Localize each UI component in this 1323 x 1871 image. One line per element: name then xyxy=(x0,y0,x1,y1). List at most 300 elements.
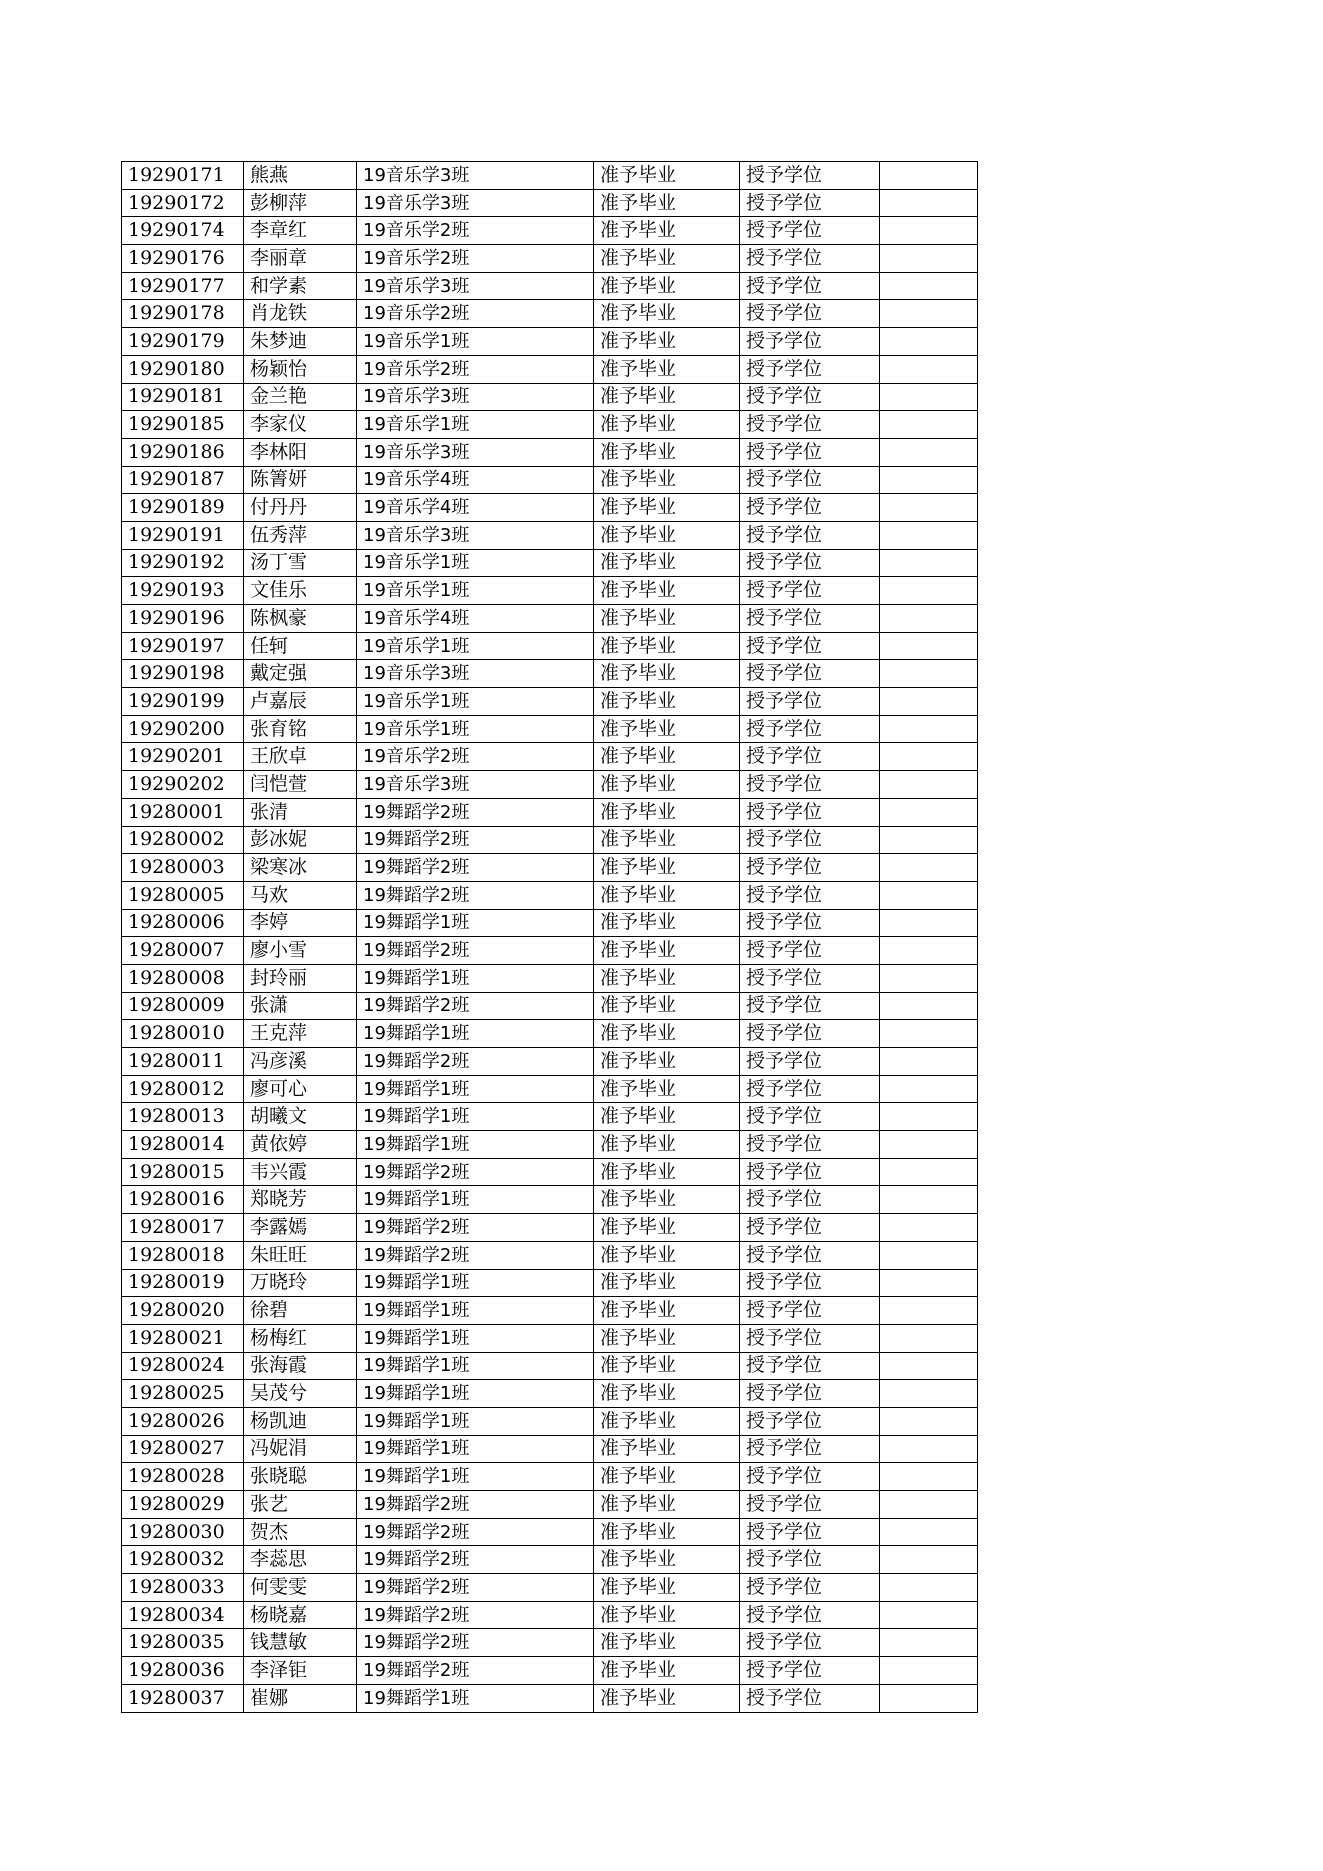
table-row xyxy=(122,521,978,549)
degree-status-cell: 授予学位 xyxy=(740,1518,880,1546)
student-id-cell: 19290201 xyxy=(122,743,244,771)
student-name-cell: 李林阳 xyxy=(244,438,357,466)
student-name-cell: 马欢 xyxy=(244,881,357,909)
student-name-cell: 杨晓嘉 xyxy=(244,1601,357,1629)
remark-cell xyxy=(880,743,978,771)
student-name-cell: 张艺 xyxy=(244,1491,357,1519)
student-name-cell: 彭柳萍 xyxy=(244,189,357,217)
graduation-status-cell: 准予毕业 xyxy=(594,1491,740,1519)
degree-status-cell: 授予学位 xyxy=(740,1380,880,1408)
class-cell: 19音乐学2班 xyxy=(357,355,594,383)
student-id-cell: 19280011 xyxy=(122,1048,244,1076)
student-name-cell: 戴定强 xyxy=(244,660,357,688)
remark-cell xyxy=(880,937,978,965)
degree-status-cell: 授予学位 xyxy=(740,715,880,743)
remark-cell xyxy=(880,1407,978,1435)
graduation-status-cell: 准予毕业 xyxy=(594,1463,740,1491)
degree-status-cell: 授予学位 xyxy=(740,1684,880,1712)
degree-status-cell: 授予学位 xyxy=(740,605,880,633)
student-name-cell: 李家仪 xyxy=(244,411,357,439)
student-id-cell: 19290199 xyxy=(122,688,244,716)
remark-cell xyxy=(880,1657,978,1685)
student-name-cell: 文佳乐 xyxy=(244,577,357,605)
table-row xyxy=(122,272,978,300)
graduation-status-cell: 准予毕业 xyxy=(594,1601,740,1629)
remark-cell xyxy=(880,1075,978,1103)
table-row xyxy=(122,411,978,439)
remark-cell xyxy=(880,1574,978,1602)
degree-status-cell: 授予学位 xyxy=(740,1297,880,1325)
class-cell: 19音乐学4班 xyxy=(357,605,594,633)
degree-status-cell: 授予学位 xyxy=(740,743,880,771)
class-cell: 19音乐学2班 xyxy=(357,245,594,273)
graduation-status-cell: 准予毕业 xyxy=(594,1574,740,1602)
student-name-cell: 崔娜 xyxy=(244,1684,357,1712)
remark-cell xyxy=(880,1186,978,1214)
degree-status-cell: 授予学位 xyxy=(740,826,880,854)
student-id-cell: 19280013 xyxy=(122,1103,244,1131)
class-cell: 19舞蹈学2班 xyxy=(357,1048,594,1076)
student-id-cell: 19280028 xyxy=(122,1463,244,1491)
table-row xyxy=(122,1518,978,1546)
remark-cell xyxy=(880,217,978,245)
class-cell: 19舞蹈学1班 xyxy=(357,1684,594,1712)
student-name-cell: 廖小雪 xyxy=(244,937,357,965)
class-cell: 19舞蹈学1班 xyxy=(357,1352,594,1380)
student-name-cell: 汤丁雪 xyxy=(244,549,357,577)
remark-cell xyxy=(880,909,978,937)
degree-status-cell: 授予学位 xyxy=(740,162,880,190)
class-cell: 19舞蹈学2班 xyxy=(357,1518,594,1546)
remark-cell xyxy=(880,688,978,716)
class-cell: 19舞蹈学2班 xyxy=(357,826,594,854)
remark-cell xyxy=(880,549,978,577)
graduation-status-cell: 准予毕业 xyxy=(594,1103,740,1131)
graduation-status-cell: 准予毕业 xyxy=(594,937,740,965)
graduation-status-cell: 准予毕业 xyxy=(594,245,740,273)
graduation-status-cell: 准予毕业 xyxy=(594,1131,740,1159)
student-id-cell: 19290187 xyxy=(122,466,244,494)
student-name-cell: 金兰艳 xyxy=(244,383,357,411)
degree-status-cell: 授予学位 xyxy=(740,1214,880,1242)
student-name-cell: 梁寒冰 xyxy=(244,854,357,882)
class-cell: 19音乐学1班 xyxy=(357,328,594,356)
student-name-cell: 彭冰妮 xyxy=(244,826,357,854)
student-name-cell: 朱旺旺 xyxy=(244,1241,357,1269)
class-cell: 19音乐学3班 xyxy=(357,162,594,190)
table-row xyxy=(122,1158,978,1186)
degree-status-cell: 授予学位 xyxy=(740,688,880,716)
class-cell: 19音乐学2班 xyxy=(357,217,594,245)
remark-cell xyxy=(880,1380,978,1408)
student-id-cell: 19280017 xyxy=(122,1214,244,1242)
table-row xyxy=(122,1214,978,1242)
table-row xyxy=(122,1657,978,1685)
remark-cell xyxy=(880,1601,978,1629)
degree-status-cell: 授予学位 xyxy=(740,1463,880,1491)
graduation-status-cell: 准予毕业 xyxy=(594,1324,740,1352)
class-cell: 19舞蹈学1班 xyxy=(357,1407,594,1435)
graduation-status-cell: 准予毕业 xyxy=(594,1186,740,1214)
class-cell: 19舞蹈学1班 xyxy=(357,1297,594,1325)
student-name-cell: 伍秀萍 xyxy=(244,521,357,549)
graduation-degree-table xyxy=(121,161,978,1713)
student-id-cell: 19280030 xyxy=(122,1518,244,1546)
graduation-status-cell: 准予毕业 xyxy=(594,771,740,799)
graduation-status-cell: 准予毕业 xyxy=(594,217,740,245)
class-cell: 19舞蹈学1班 xyxy=(357,1103,594,1131)
remark-cell xyxy=(880,272,978,300)
table-row xyxy=(122,466,978,494)
remark-cell xyxy=(880,1020,978,1048)
student-id-cell: 19280020 xyxy=(122,1297,244,1325)
degree-status-cell: 授予学位 xyxy=(740,1601,880,1629)
graduation-status-cell: 准予毕业 xyxy=(594,577,740,605)
student-name-cell: 李章红 xyxy=(244,217,357,245)
table-row xyxy=(122,355,978,383)
remark-cell xyxy=(880,189,978,217)
student-id-cell: 19280033 xyxy=(122,1574,244,1602)
degree-status-cell: 授予学位 xyxy=(740,300,880,328)
table-row xyxy=(122,383,978,411)
remark-cell xyxy=(880,854,978,882)
student-id-cell: 19280034 xyxy=(122,1601,244,1629)
table-row xyxy=(122,992,978,1020)
table-row xyxy=(122,1048,978,1076)
remark-cell xyxy=(880,328,978,356)
table-row xyxy=(122,189,978,217)
table-row xyxy=(122,162,978,190)
student-name-cell: 冯妮涓 xyxy=(244,1435,357,1463)
class-cell: 19舞蹈学1班 xyxy=(357,964,594,992)
remark-cell xyxy=(880,715,978,743)
remark-cell xyxy=(880,1463,978,1491)
graduation-status-cell: 准予毕业 xyxy=(594,1380,740,1408)
graduation-status-cell: 准予毕业 xyxy=(594,1075,740,1103)
degree-status-cell: 授予学位 xyxy=(740,1324,880,1352)
remark-cell xyxy=(880,881,978,909)
remark-cell xyxy=(880,1158,978,1186)
table-row xyxy=(122,937,978,965)
table-row xyxy=(122,1491,978,1519)
graduation-status-cell: 准予毕业 xyxy=(594,854,740,882)
table-row xyxy=(122,300,978,328)
table-row xyxy=(122,1297,978,1325)
student-id-cell: 19280002 xyxy=(122,826,244,854)
table-row xyxy=(122,605,978,633)
degree-status-cell: 授予学位 xyxy=(740,1574,880,1602)
graduation-status-cell: 准予毕业 xyxy=(594,881,740,909)
remark-cell xyxy=(880,1324,978,1352)
table-row xyxy=(122,1269,978,1297)
class-cell: 19音乐学3班 xyxy=(357,189,594,217)
graduation-status-cell: 准予毕业 xyxy=(594,1048,740,1076)
class-cell: 19舞蹈学2班 xyxy=(357,1629,594,1657)
student-name-cell: 张晓聪 xyxy=(244,1463,357,1491)
degree-status-cell: 授予学位 xyxy=(740,494,880,522)
graduation-status-cell: 准予毕业 xyxy=(594,660,740,688)
student-id-cell: 19290174 xyxy=(122,217,244,245)
table-row xyxy=(122,1131,978,1159)
table-row xyxy=(122,1020,978,1048)
table-row xyxy=(122,245,978,273)
student-name-cell: 杨梅红 xyxy=(244,1324,357,1352)
table-row xyxy=(122,854,978,882)
student-name-cell: 廖可心 xyxy=(244,1075,357,1103)
student-name-cell: 李蕊思 xyxy=(244,1546,357,1574)
remark-cell xyxy=(880,1684,978,1712)
class-cell: 19舞蹈学2班 xyxy=(357,937,594,965)
degree-status-cell: 授予学位 xyxy=(740,1241,880,1269)
degree-status-cell: 授予学位 xyxy=(740,1657,880,1685)
graduation-status-cell: 准予毕业 xyxy=(594,549,740,577)
student-id-cell: 19290185 xyxy=(122,411,244,439)
table-row xyxy=(122,1186,978,1214)
student-id-cell: 19280006 xyxy=(122,909,244,937)
student-id-cell: 19290172 xyxy=(122,189,244,217)
remark-cell xyxy=(880,1214,978,1242)
graduation-status-cell: 准予毕业 xyxy=(594,605,740,633)
student-name-cell: 卢嘉辰 xyxy=(244,688,357,716)
class-cell: 19舞蹈学2班 xyxy=(357,1601,594,1629)
table-row xyxy=(122,881,978,909)
degree-status-cell: 授予学位 xyxy=(740,909,880,937)
table-row xyxy=(122,438,978,466)
graduation-status-cell: 准予毕业 xyxy=(594,300,740,328)
remark-cell xyxy=(880,1297,978,1325)
degree-status-cell: 授予学位 xyxy=(740,854,880,882)
graduation-status-cell: 准予毕业 xyxy=(594,909,740,937)
graduation-status-cell: 准予毕业 xyxy=(594,272,740,300)
graduation-status-cell: 准予毕业 xyxy=(594,466,740,494)
table-row xyxy=(122,1684,978,1712)
student-id-cell: 19280029 xyxy=(122,1491,244,1519)
degree-status-cell: 授予学位 xyxy=(740,466,880,494)
graduation-status-cell: 准予毕业 xyxy=(594,632,740,660)
graduation-status-cell: 准予毕业 xyxy=(594,826,740,854)
remark-cell xyxy=(880,1546,978,1574)
student-id-cell: 19280005 xyxy=(122,881,244,909)
graduation-status-cell: 准予毕业 xyxy=(594,355,740,383)
remark-cell xyxy=(880,355,978,383)
graduation-status-cell: 准予毕业 xyxy=(594,494,740,522)
degree-status-cell: 授予学位 xyxy=(740,355,880,383)
graduation-status-cell: 准予毕业 xyxy=(594,1297,740,1325)
student-name-cell: 和学素 xyxy=(244,272,357,300)
degree-status-cell: 授予学位 xyxy=(740,771,880,799)
class-cell: 19音乐学3班 xyxy=(357,521,594,549)
student-id-cell: 19280016 xyxy=(122,1186,244,1214)
class-cell: 19音乐学1班 xyxy=(357,411,594,439)
graduation-status-cell: 准予毕业 xyxy=(594,189,740,217)
student-id-cell: 19290191 xyxy=(122,521,244,549)
remark-cell xyxy=(880,1269,978,1297)
student-id-cell: 19280003 xyxy=(122,854,244,882)
student-id-cell: 19290179 xyxy=(122,328,244,356)
student-id-cell: 19280036 xyxy=(122,1657,244,1685)
class-cell: 19舞蹈学2班 xyxy=(357,1241,594,1269)
student-id-cell: 19280035 xyxy=(122,1629,244,1657)
graduation-status-cell: 准予毕业 xyxy=(594,1518,740,1546)
table-row xyxy=(122,1629,978,1657)
student-id-cell: 19280027 xyxy=(122,1435,244,1463)
remark-cell xyxy=(880,1103,978,1131)
graduation-status-cell: 准予毕业 xyxy=(594,1352,740,1380)
table-row xyxy=(122,577,978,605)
class-cell: 19舞蹈学1班 xyxy=(357,1020,594,1048)
remark-cell xyxy=(880,605,978,633)
table-row xyxy=(122,217,978,245)
student-name-cell: 万晓玲 xyxy=(244,1269,357,1297)
graduation-status-cell: 准予毕业 xyxy=(594,383,740,411)
table-row xyxy=(122,688,978,716)
table-row xyxy=(122,826,978,854)
remark-cell xyxy=(880,466,978,494)
class-cell: 19舞蹈学1班 xyxy=(357,1435,594,1463)
student-id-cell: 19290200 xyxy=(122,715,244,743)
remark-cell xyxy=(880,383,978,411)
table-row xyxy=(122,1463,978,1491)
student-name-cell: 王欣卓 xyxy=(244,743,357,771)
student-name-cell: 韦兴霞 xyxy=(244,1158,357,1186)
table-row xyxy=(122,909,978,937)
class-cell: 19舞蹈学1班 xyxy=(357,1131,594,1159)
table-row xyxy=(122,1574,978,1602)
student-id-cell: 19280008 xyxy=(122,964,244,992)
class-cell: 19音乐学1班 xyxy=(357,688,594,716)
student-name-cell: 李婷 xyxy=(244,909,357,937)
student-name-cell: 陈箐妍 xyxy=(244,466,357,494)
degree-status-cell: 授予学位 xyxy=(740,217,880,245)
remark-cell xyxy=(880,1352,978,1380)
degree-status-cell: 授予学位 xyxy=(740,1629,880,1657)
student-id-cell: 19290193 xyxy=(122,577,244,605)
student-name-cell: 封玲丽 xyxy=(244,964,357,992)
degree-status-cell: 授予学位 xyxy=(740,660,880,688)
degree-status-cell: 授予学位 xyxy=(740,1491,880,1519)
student-id-cell: 19280025 xyxy=(122,1380,244,1408)
class-cell: 19舞蹈学2班 xyxy=(357,1574,594,1602)
remark-cell xyxy=(880,771,978,799)
table-row xyxy=(122,1241,978,1269)
student-name-cell: 王克萍 xyxy=(244,1020,357,1048)
table-row xyxy=(122,1324,978,1352)
student-name-cell: 钱慧敏 xyxy=(244,1629,357,1657)
student-id-cell: 19280032 xyxy=(122,1546,244,1574)
student-id-cell: 19290197 xyxy=(122,632,244,660)
degree-status-cell: 授予学位 xyxy=(740,1186,880,1214)
remark-cell xyxy=(880,1435,978,1463)
graduation-status-cell: 准予毕业 xyxy=(594,798,740,826)
student-id-cell: 19290171 xyxy=(122,162,244,190)
class-cell: 19舞蹈学2班 xyxy=(357,1657,594,1685)
student-id-cell: 19290181 xyxy=(122,383,244,411)
class-cell: 19舞蹈学2班 xyxy=(357,1158,594,1186)
degree-status-cell: 授予学位 xyxy=(740,1546,880,1574)
class-cell: 19舞蹈学1班 xyxy=(357,1324,594,1352)
degree-status-cell: 授予学位 xyxy=(740,964,880,992)
class-cell: 19音乐学3班 xyxy=(357,383,594,411)
remark-cell xyxy=(880,1048,978,1076)
class-cell: 19舞蹈学2班 xyxy=(357,1546,594,1574)
remark-cell xyxy=(880,660,978,688)
student-id-cell: 19290180 xyxy=(122,355,244,383)
degree-status-cell: 授予学位 xyxy=(740,438,880,466)
degree-status-cell: 授予学位 xyxy=(740,1407,880,1435)
table-body xyxy=(122,162,978,1713)
class-cell: 19舞蹈学1班 xyxy=(357,1186,594,1214)
degree-status-cell: 授予学位 xyxy=(740,245,880,273)
graduation-status-cell: 准予毕业 xyxy=(594,162,740,190)
student-name-cell: 闫恺萱 xyxy=(244,771,357,799)
student-id-cell: 19290178 xyxy=(122,300,244,328)
student-id-cell: 19290189 xyxy=(122,494,244,522)
graduation-status-cell: 准予毕业 xyxy=(594,1546,740,1574)
degree-status-cell: 授予学位 xyxy=(740,521,880,549)
class-cell: 19舞蹈学1班 xyxy=(357,1269,594,1297)
table-row xyxy=(122,1407,978,1435)
remark-cell xyxy=(880,826,978,854)
remark-cell xyxy=(880,964,978,992)
graduation-status-cell: 准予毕业 xyxy=(594,715,740,743)
graduation-status-cell: 准予毕业 xyxy=(594,521,740,549)
student-name-cell: 徐碧 xyxy=(244,1297,357,1325)
graduation-status-cell: 准予毕业 xyxy=(594,1629,740,1657)
remark-cell xyxy=(880,494,978,522)
degree-status-cell: 授予学位 xyxy=(740,1158,880,1186)
class-cell: 19音乐学3班 xyxy=(357,660,594,688)
student-name-cell: 郑晓芳 xyxy=(244,1186,357,1214)
class-cell: 19舞蹈学2班 xyxy=(357,992,594,1020)
class-cell: 19音乐学3班 xyxy=(357,771,594,799)
graduation-status-cell: 准予毕业 xyxy=(594,688,740,716)
remark-cell xyxy=(880,1131,978,1159)
table-row xyxy=(122,743,978,771)
student-id-cell: 19280026 xyxy=(122,1407,244,1435)
student-id-cell: 19280037 xyxy=(122,1684,244,1712)
graduation-status-cell: 准予毕业 xyxy=(594,964,740,992)
degree-status-cell: 授予学位 xyxy=(740,1435,880,1463)
table-row xyxy=(122,1352,978,1380)
class-cell: 19舞蹈学1班 xyxy=(357,1380,594,1408)
graduation-status-cell: 准予毕业 xyxy=(594,1435,740,1463)
table-row xyxy=(122,1435,978,1463)
student-id-cell: 19280024 xyxy=(122,1352,244,1380)
class-cell: 19音乐学1班 xyxy=(357,632,594,660)
student-name-cell: 李露嫣 xyxy=(244,1214,357,1242)
degree-status-cell: 授予学位 xyxy=(740,411,880,439)
class-cell: 19音乐学4班 xyxy=(357,494,594,522)
student-name-cell: 张育铭 xyxy=(244,715,357,743)
degree-status-cell: 授予学位 xyxy=(740,1103,880,1131)
graduation-status-cell: 准予毕业 xyxy=(594,438,740,466)
class-cell: 19音乐学3班 xyxy=(357,272,594,300)
table-row xyxy=(122,549,978,577)
student-name-cell: 胡曦文 xyxy=(244,1103,357,1131)
remark-cell xyxy=(880,411,978,439)
graduation-status-cell: 准予毕业 xyxy=(594,411,740,439)
remark-cell xyxy=(880,162,978,190)
table-row xyxy=(122,494,978,522)
degree-status-cell: 授予学位 xyxy=(740,798,880,826)
degree-status-cell: 授予学位 xyxy=(740,1352,880,1380)
degree-status-cell: 授予学位 xyxy=(740,1048,880,1076)
table-row xyxy=(122,798,978,826)
student-name-cell: 熊燕 xyxy=(244,162,357,190)
graduation-status-cell: 准予毕业 xyxy=(594,1657,740,1685)
class-cell: 19舞蹈学2班 xyxy=(357,1214,594,1242)
graduation-status-cell: 准予毕业 xyxy=(594,1241,740,1269)
